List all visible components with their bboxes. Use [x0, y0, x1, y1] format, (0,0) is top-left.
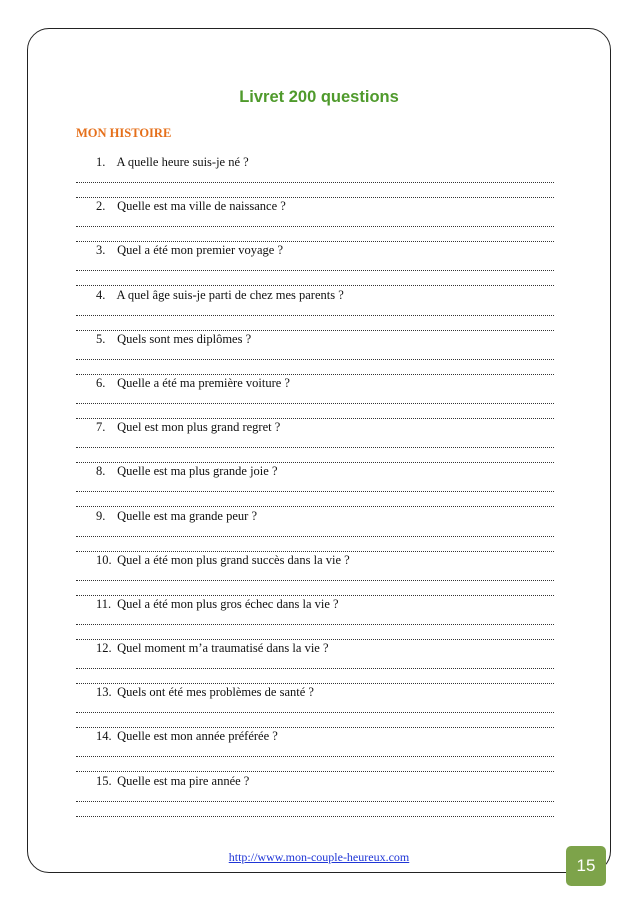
question-number: 1.	[96, 155, 106, 169]
page-number-badge: 15	[566, 846, 606, 886]
footer-website-link[interactable]: http://www.mon-couple-heureux.com	[228, 850, 410, 864]
question-number: 15.	[96, 773, 112, 788]
question-list	[76, 153, 554, 816]
answer-line[interactable]	[76, 756, 554, 758]
question-item	[76, 418, 554, 462]
answer-line[interactable]	[76, 712, 554, 714]
question-text: Quelle a été ma première voiture ?	[117, 375, 290, 390]
question-text: Quel a été mon plus grand succès dans la vie ?	[117, 552, 350, 567]
question-number: 7.	[96, 420, 106, 435]
question-item	[76, 462, 554, 506]
answer-line[interactable]	[76, 580, 554, 582]
answer-line[interactable]	[76, 270, 554, 272]
question-item	[76, 374, 554, 418]
answer-line[interactable]	[76, 491, 554, 493]
question-number: 5.	[96, 331, 106, 346]
question-item	[76, 330, 554, 374]
question-text: A quel âge suis-je parti de chez mes parents ?	[116, 287, 344, 302]
question-text: Quels sont mes diplômes ?	[117, 331, 252, 346]
question-text: Quel a été mon premier voyage ?	[117, 243, 284, 258]
question-number: 10.	[96, 552, 112, 567]
question-text: Quelle est ma plus grande joie ?	[117, 464, 278, 479]
question-text: Quel est mon plus grand regret ?	[117, 420, 281, 435]
question-number: 11.	[96, 596, 112, 611]
question-item	[76, 286, 554, 330]
question-item	[76, 727, 554, 771]
question-text: Quelle est ma pire année ?	[117, 773, 250, 788]
question-number: 4.	[96, 287, 106, 302]
question-text: A quelle heure suis-je né ?	[116, 155, 249, 169]
question-number: 13.	[96, 685, 112, 700]
question-text: Quels ont été mes problèmes de santé ?	[117, 685, 314, 700]
question-item	[76, 197, 554, 241]
question-item	[76, 772, 554, 816]
question-text: Quelle est ma grande peur ?	[117, 508, 257, 523]
answer-line[interactable]	[76, 447, 554, 449]
question-text: Quelle est mon année préférée ?	[117, 729, 278, 744]
question-item	[76, 595, 554, 639]
answer-line[interactable]	[76, 403, 554, 405]
question-number: 2.	[96, 199, 106, 214]
answer-line[interactable]	[76, 624, 554, 626]
question-number: 8.	[96, 464, 106, 479]
section-heading: MON HISTOIRE	[76, 126, 172, 140]
question-item	[76, 551, 554, 595]
question-item	[76, 683, 554, 727]
question-item	[76, 241, 554, 285]
answer-line[interactable]	[76, 816, 554, 818]
question-number: 6.	[96, 375, 106, 390]
answer-line[interactable]	[76, 226, 554, 228]
question-item	[76, 639, 554, 683]
question-item	[76, 153, 554, 197]
answer-line[interactable]	[76, 182, 554, 184]
answer-line[interactable]	[76, 315, 554, 317]
document-title: Livret 200 questions	[239, 88, 399, 106]
question-number: 3.	[96, 243, 106, 258]
question-item	[76, 507, 554, 551]
question-number: 9.	[96, 508, 106, 523]
question-number: 14.	[96, 729, 112, 744]
answer-line[interactable]	[76, 359, 554, 361]
question-text: Quelle est ma ville de naissance ?	[117, 199, 286, 214]
answer-line[interactable]	[76, 801, 554, 803]
answer-line[interactable]	[76, 668, 554, 670]
question-number: 12.	[96, 641, 112, 656]
question-text: Quel a été mon plus gros échec dans la vie ?	[117, 596, 339, 611]
question-text: Quel moment m’a traumatisé dans la vie ?	[117, 641, 329, 656]
answer-line[interactable]	[76, 536, 554, 538]
